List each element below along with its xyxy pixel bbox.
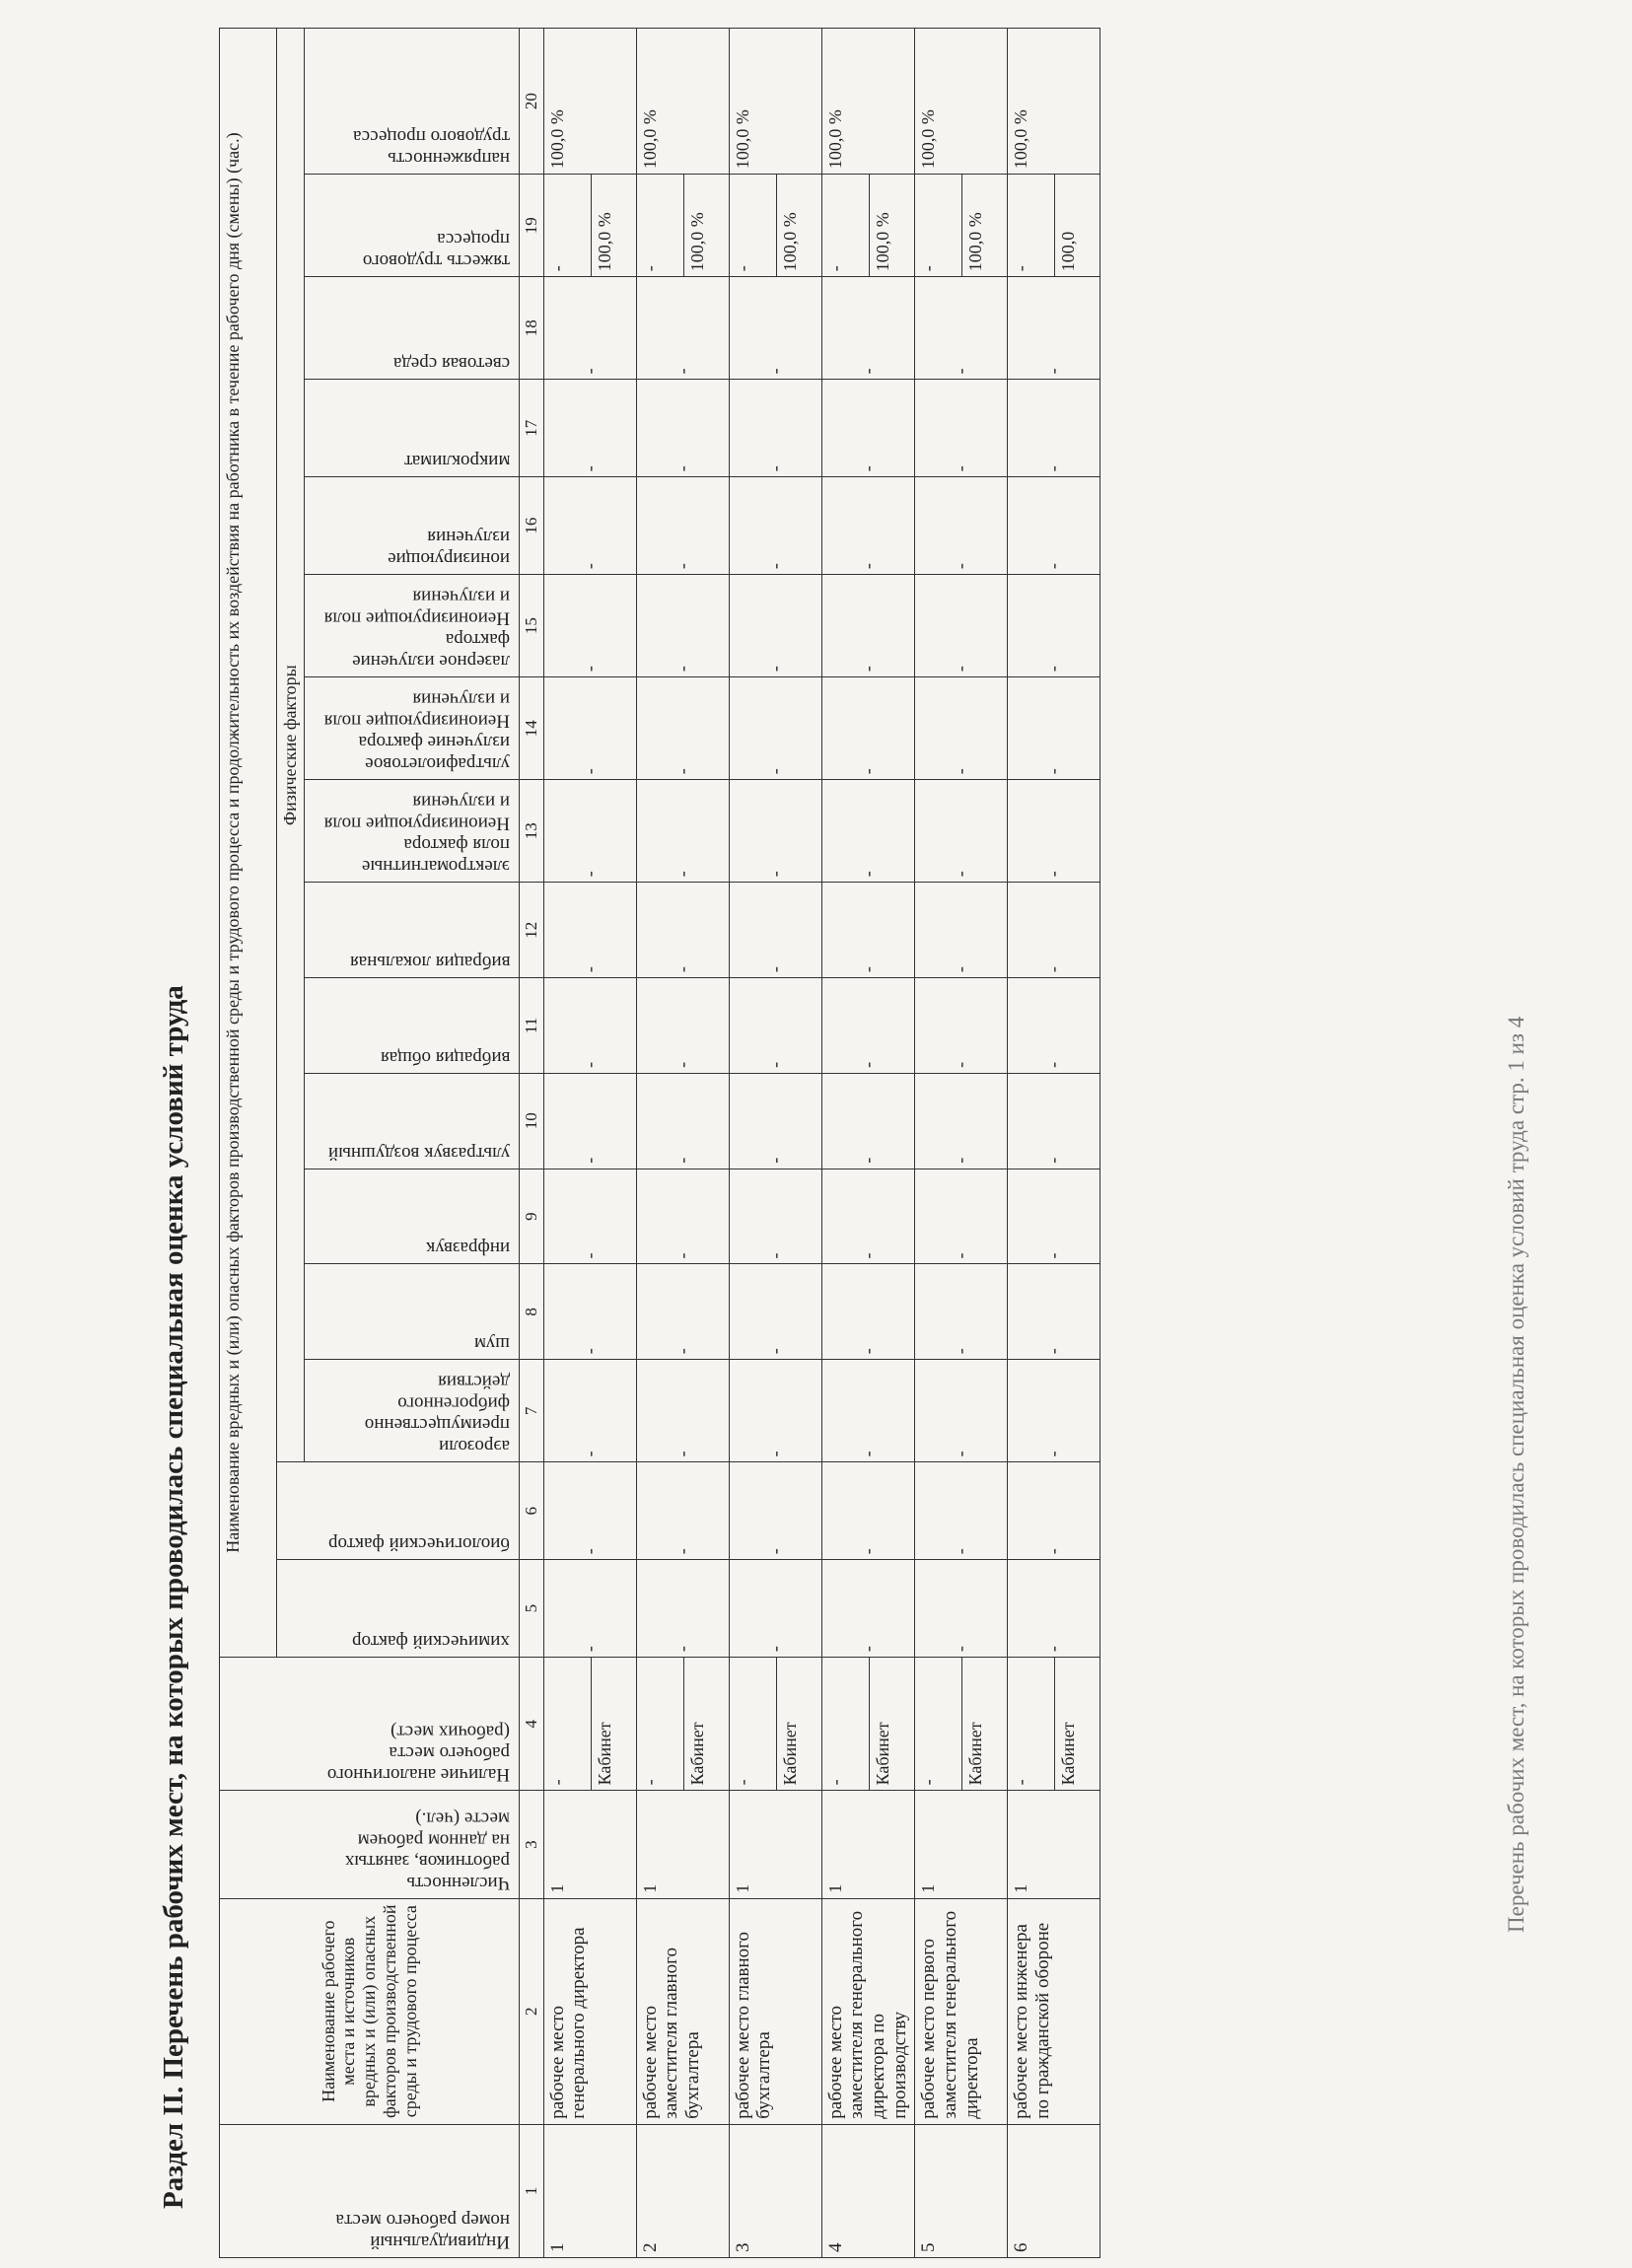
analog-dash: - xyxy=(636,1658,683,1791)
workplace-name: рабочее место первого заместителя генерального директора xyxy=(914,1898,1007,2124)
factor-value: - xyxy=(543,1560,636,1658)
lighting-value: 100,0 % xyxy=(683,175,729,277)
header-col-uv: ультрафиолетовое излучение фактора Неионизирующие поля и излучения xyxy=(305,677,520,780)
column-number: 18 xyxy=(520,277,544,380)
lighting-value: 100,0 % xyxy=(776,175,821,277)
tension-value: 100,0 % xyxy=(543,29,636,175)
column-number: 3 xyxy=(520,1791,544,1898)
lighting-value: 100,0 % xyxy=(869,175,914,277)
workplace-number: 5 xyxy=(914,2124,1007,2257)
factor-value: - xyxy=(543,1169,636,1264)
factor-value: - xyxy=(636,1264,729,1360)
factor-value: - xyxy=(543,1360,636,1462)
factor-value: - xyxy=(729,1560,821,1658)
analog-cabinet: Кабинет xyxy=(869,1658,914,1791)
factor-value: - xyxy=(729,575,821,677)
header-col-ionizing: ионизирующие излучения xyxy=(305,477,520,575)
header-col-microclimate: микроклимат xyxy=(305,380,520,477)
factor-value: - xyxy=(914,978,1007,1074)
factor-value: - xyxy=(729,477,821,575)
table-row xyxy=(729,29,776,2258)
factor-value: - xyxy=(543,575,636,677)
factor-value: - xyxy=(636,1560,729,1658)
header-col-laser: лазерное излучение фактора Неионизирующие поля и излучения xyxy=(305,575,520,677)
worker-count: 1 xyxy=(914,1791,1007,1898)
heaviness-value: - xyxy=(914,175,961,277)
header-col-aerosols: аэрозоли преимущественно фиброгенного действия xyxy=(305,1360,520,1462)
worker-count: 1 xyxy=(543,1791,636,1898)
factor-value: - xyxy=(636,1462,729,1560)
header-col-biological: биологический фактор xyxy=(277,1462,520,1560)
document-title: Раздел II. Перечень рабочих мест, на которых проводилась специальная оценка условий труда xyxy=(158,985,189,2209)
analog-cabinet: Кабинет xyxy=(776,1658,821,1791)
factor-value: - xyxy=(636,1169,729,1264)
column-number: 1 xyxy=(520,2124,544,2257)
worker-count: 1 xyxy=(636,1791,729,1898)
factor-value: - xyxy=(543,677,636,780)
column-number: 9 xyxy=(520,1169,544,1264)
table-row xyxy=(543,29,591,2258)
header-col-name: Наименование рабочего места и источников вредных и (или) опасных факторов производственной среды и трудового процесса xyxy=(220,1898,520,2124)
workplace-name: рабочее место генерального директора xyxy=(543,1898,636,2124)
factor-value: - xyxy=(729,1169,821,1264)
analog-dash: - xyxy=(729,1658,776,1791)
header-col-em-fields: электромагнитные поля фактора Неионизирующие поля и излучения xyxy=(305,780,520,883)
factor-value: - xyxy=(821,780,914,883)
column-number: 14 xyxy=(520,677,544,780)
table-row xyxy=(821,29,869,2258)
factor-value: - xyxy=(729,883,821,978)
analog-dash: - xyxy=(914,1658,961,1791)
factor-value: - xyxy=(821,677,914,780)
column-number: 11 xyxy=(520,978,544,1074)
factor-value: - xyxy=(914,883,1007,978)
factor-value: - xyxy=(543,1073,636,1169)
factor-value: - xyxy=(914,780,1007,883)
factor-value: - xyxy=(1007,1264,1100,1360)
column-number: 4 xyxy=(520,1658,544,1791)
factor-value: - xyxy=(821,1462,914,1560)
factor-value: - xyxy=(543,380,636,477)
header-col-vibration-local: вибрация локальная xyxy=(305,883,520,978)
factor-value: - xyxy=(821,575,914,677)
factor-value: - xyxy=(821,978,914,1074)
workplace-number: 2 xyxy=(636,2124,729,2257)
column-number: 13 xyxy=(520,780,544,883)
heaviness-value: - xyxy=(543,175,591,277)
column-number: 8 xyxy=(520,1264,544,1360)
lighting-value: 100,0 xyxy=(1054,175,1100,277)
factor-value: - xyxy=(636,1073,729,1169)
factor-value: - xyxy=(914,1169,1007,1264)
factor-value: - xyxy=(914,575,1007,677)
analog-cabinet: Кабинет xyxy=(961,1658,1007,1791)
header-col-analog: Наличие аналогичного рабочего места (рабочих мест) xyxy=(220,1658,520,1791)
tension-value: 100,0 % xyxy=(821,29,914,175)
factor-value: - xyxy=(729,978,821,1074)
worker-count: 1 xyxy=(1007,1791,1100,1898)
workplace-name: рабочее место инженера по гражданской обороне xyxy=(1007,1898,1100,2124)
heaviness-value: - xyxy=(1007,175,1054,277)
column-number: 17 xyxy=(520,380,544,477)
factor-value: - xyxy=(914,1264,1007,1360)
header-col-infrasound: инфразвук xyxy=(305,1169,520,1264)
header-col-chemical: химический фактор xyxy=(277,1560,520,1658)
lighting-value: 100,0 % xyxy=(961,175,1007,277)
page-footer: Перечень рабочих мест, на которых проводилась специальная оценка условий труда стр. 1 из 4 xyxy=(1504,1016,1528,1933)
worker-count: 1 xyxy=(821,1791,914,1898)
analog-dash: - xyxy=(821,1658,869,1791)
workplace-number: 6 xyxy=(1007,2124,1100,2257)
workplace-number: 1 xyxy=(543,2124,636,2257)
factor-value: - xyxy=(821,277,914,380)
factor-value: - xyxy=(821,1264,914,1360)
tension-value: 100,0 % xyxy=(636,29,729,175)
tension-value: 100,0 % xyxy=(729,29,821,175)
table-row xyxy=(914,29,961,2258)
factor-value: - xyxy=(1007,780,1100,883)
header-col-lighting: световая среда xyxy=(305,277,520,380)
factor-value: - xyxy=(914,477,1007,575)
factor-value: - xyxy=(729,277,821,380)
factor-value: - xyxy=(1007,1560,1100,1658)
factor-value: - xyxy=(821,1360,914,1462)
factor-value: - xyxy=(914,1462,1007,1560)
tension-value: 100,0 % xyxy=(914,29,1007,175)
factor-value: - xyxy=(1007,575,1100,677)
factor-value: - xyxy=(636,575,729,677)
factor-value: - xyxy=(729,1360,821,1462)
column-number: 20 xyxy=(520,29,544,175)
factor-value: - xyxy=(1007,380,1100,477)
header-col-noise: шум xyxy=(305,1264,520,1360)
factor-value: - xyxy=(914,1073,1007,1169)
heaviness-value: - xyxy=(821,175,869,277)
workplace-number: 4 xyxy=(821,2124,914,2257)
factor-value: - xyxy=(636,677,729,780)
factor-value: - xyxy=(914,380,1007,477)
factor-value: - xyxy=(1007,1073,1100,1169)
factor-value: - xyxy=(821,477,914,575)
factor-value: - xyxy=(1007,277,1100,380)
factor-value: - xyxy=(636,277,729,380)
column-number: 6 xyxy=(520,1462,544,1560)
workplaces-table xyxy=(219,28,1100,2258)
factor-value: - xyxy=(636,477,729,575)
factor-value: - xyxy=(636,1360,729,1462)
factor-value: - xyxy=(1007,477,1100,575)
factor-value: - xyxy=(1007,1169,1100,1264)
tension-value: 100,0 % xyxy=(1007,29,1100,175)
column-number: 10 xyxy=(520,1073,544,1169)
column-number: 7 xyxy=(520,1360,544,1462)
factor-value: - xyxy=(1007,1462,1100,1560)
factor-value: - xyxy=(914,277,1007,380)
workplace-name: рабочее место заместителя генерального директора по производству xyxy=(821,1898,914,2124)
factor-value: - xyxy=(821,380,914,477)
factor-value: - xyxy=(729,780,821,883)
factor-value: - xyxy=(914,1360,1007,1462)
factor-value: - xyxy=(1007,677,1100,780)
workplace-name: рабочее место главного бухгалтера xyxy=(729,1898,821,2124)
analog-cabinet: Кабинет xyxy=(683,1658,729,1791)
factor-value: - xyxy=(543,277,636,380)
factor-value: - xyxy=(1007,1360,1100,1462)
factor-value: - xyxy=(729,380,821,477)
column-number: 16 xyxy=(520,477,544,575)
factor-value: - xyxy=(543,780,636,883)
factor-value: - xyxy=(914,677,1007,780)
factor-value: - xyxy=(1007,883,1100,978)
column-number: 2 xyxy=(520,1898,544,2124)
factor-value: - xyxy=(729,1462,821,1560)
factor-value: - xyxy=(636,883,729,978)
lighting-value: 100,0 % xyxy=(591,175,636,277)
factor-value: - xyxy=(636,780,729,883)
table-body xyxy=(543,29,1100,2258)
factor-value: - xyxy=(636,978,729,1074)
factor-value: - xyxy=(821,1560,914,1658)
factor-value: - xyxy=(543,978,636,1074)
factor-value: - xyxy=(729,1073,821,1169)
header-factors-group: Наименование вредных и (или) опасных факторов производственной среды и трудового процесса и продолжительность их воздействия на работника в течение рабочего дня (смены) (час.) xyxy=(220,29,277,1658)
factor-value: - xyxy=(543,1264,636,1360)
factor-value: - xyxy=(1007,978,1100,1074)
workplace-number: 3 xyxy=(729,2124,821,2257)
column-number: 15 xyxy=(520,575,544,677)
analog-cabinet: Кабинет xyxy=(591,1658,636,1791)
column-number: 5 xyxy=(520,1560,544,1658)
factor-value: - xyxy=(543,883,636,978)
analog-dash: - xyxy=(1007,1658,1054,1791)
factor-value: - xyxy=(821,883,914,978)
heaviness-value: - xyxy=(636,175,683,277)
worker-count: 1 xyxy=(729,1791,821,1898)
column-number: 19 xyxy=(520,175,544,277)
header-col-vibration-general: вибрация общая xyxy=(305,978,520,1074)
factor-value: - xyxy=(821,1169,914,1264)
factor-value: - xyxy=(729,1264,821,1360)
analog-cabinet: Кабинет xyxy=(1054,1658,1100,1791)
workplace-name: рабочее место заместителя главного бухгалтера xyxy=(636,1898,729,2124)
factor-value: - xyxy=(636,380,729,477)
factor-value: - xyxy=(543,1462,636,1560)
factor-value: - xyxy=(543,477,636,575)
table-row xyxy=(636,29,683,2258)
header-col-count: Численность работников, занятых на данном рабочем месте (чел.) xyxy=(220,1791,520,1898)
factor-value: - xyxy=(914,1560,1007,1658)
header-col-ultrasound: ультразвук воздушный xyxy=(305,1073,520,1169)
header-col-heaviness: тяжесть трудового процесса xyxy=(305,175,520,277)
factor-value: - xyxy=(821,1073,914,1169)
table-row xyxy=(1007,29,1054,2258)
header-physical-factors: Физические факторы xyxy=(277,29,305,1462)
heaviness-value: - xyxy=(729,175,776,277)
header-col-tension: напряженность трудового процесса xyxy=(305,29,520,175)
analog-dash: - xyxy=(543,1658,591,1791)
header-col-number: Индивидуальный номер рабочего места xyxy=(220,2124,520,2257)
factor-value: - xyxy=(729,677,821,780)
column-numbers-row xyxy=(520,29,544,2258)
column-number: 12 xyxy=(520,883,544,978)
